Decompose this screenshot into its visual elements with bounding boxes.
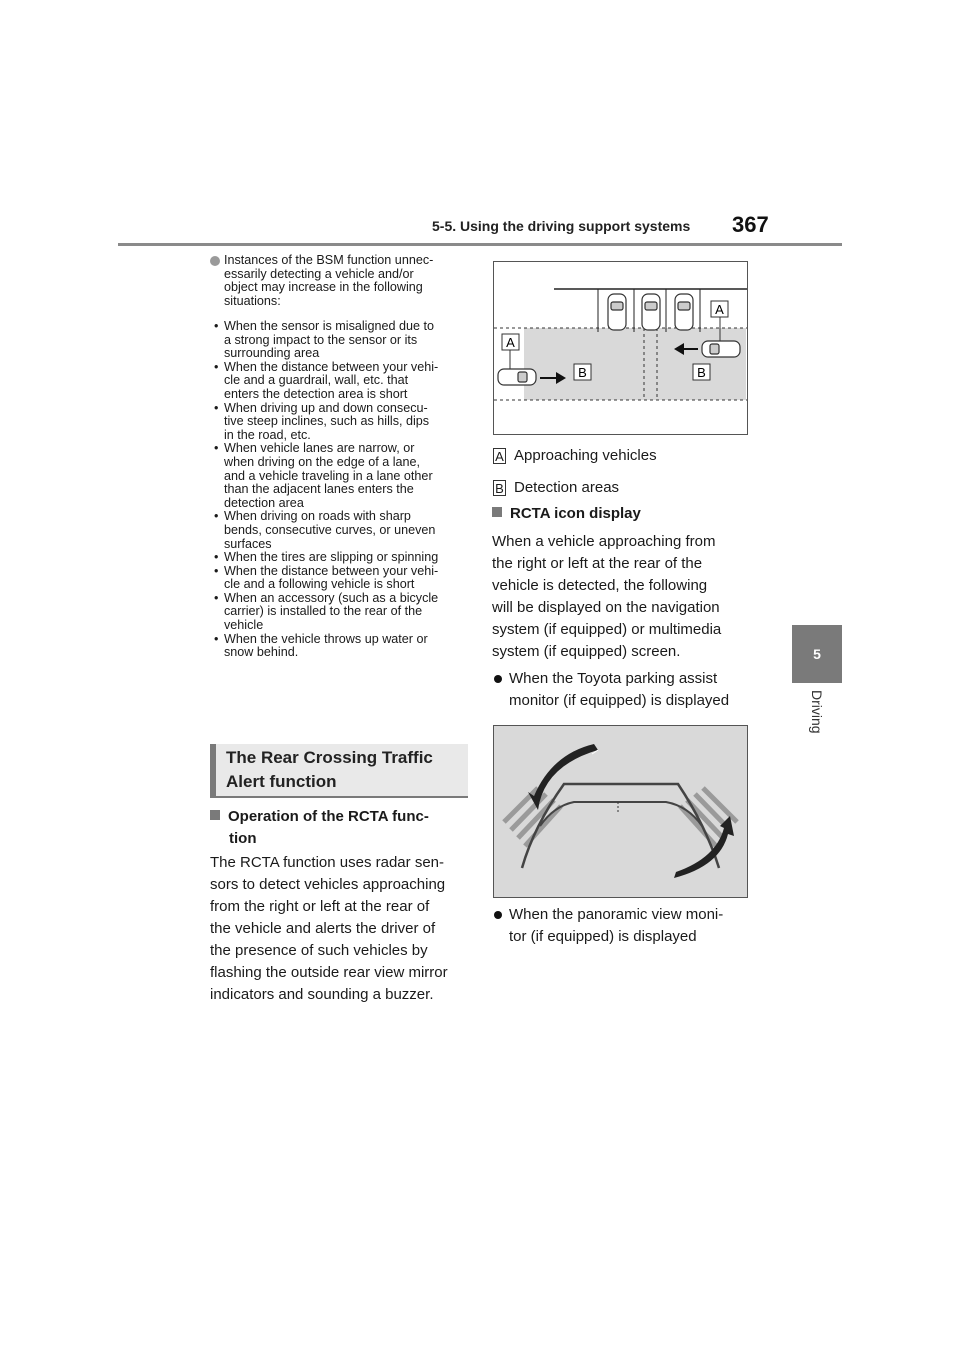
paragraph-line: system (if equipped) screen.	[492, 643, 681, 660]
guide-line-inner	[540, 802, 702, 826]
legend-item-a	[493, 446, 657, 466]
bullet-mark-icon: •	[214, 631, 219, 646]
approach-arrow-right-icon	[674, 816, 734, 878]
section-heading-line: The Rear Crossing Traffic	[226, 748, 433, 767]
bullet-dot-icon	[494, 675, 502, 683]
paragraph-line: sors to detect vehicles approaching	[210, 876, 446, 893]
legend-text: Approaching vehicles	[514, 447, 657, 464]
lead-note	[210, 254, 470, 308]
situation-list	[214, 320, 470, 660]
approaching-car-icon	[702, 341, 740, 357]
situation-line: enters the detection area is short	[224, 386, 408, 401]
approach-arrow-left-icon	[528, 744, 598, 810]
detection-area-illustration	[494, 262, 747, 434]
square-bullet-icon	[492, 507, 502, 517]
chapter-tab[interactable]	[792, 625, 842, 683]
rcta-display-figure	[493, 725, 748, 898]
rcta-heading-text: RCTA icon display	[510, 505, 641, 522]
lead-line: situations:	[224, 293, 281, 308]
bullet-dot-icon	[494, 911, 502, 919]
paragraph-line: indicators and sounding a buzzer.	[210, 986, 434, 1003]
bullet-line: monitor (if equipped) is displayed	[509, 692, 730, 709]
operation-heading	[210, 806, 470, 850]
situation-line: when driving on the edge of a lane,	[224, 454, 421, 469]
situation-line: cle and a guardrail, wall, etc. that	[224, 373, 409, 388]
lead-line: essarily detecting a vehicle and/or	[224, 266, 414, 281]
legend-key: B	[493, 480, 506, 496]
paragraph-line: flashing the outside rear view mirror	[210, 964, 448, 981]
rcta-icon-heading	[492, 505, 641, 522]
detection-area-figure	[493, 261, 748, 435]
bullet-line: tor (if equipped) is displayed	[509, 928, 697, 945]
section-heading-box	[210, 744, 468, 798]
paragraph-line: the vehicle and alerts the driver of	[210, 920, 436, 937]
chapter-label-container	[800, 690, 834, 750]
situation-list-item	[214, 565, 470, 592]
situation-line: snow behind.	[224, 645, 299, 660]
situation-line: When the distance between your vehi-	[224, 563, 439, 578]
paragraph-line: When a vehicle approaching from	[492, 533, 716, 550]
legend-key: A	[493, 448, 506, 464]
parked-car-icon	[642, 294, 660, 330]
chapter-number: 5	[813, 646, 821, 662]
bullet-mark-icon: •	[214, 359, 219, 374]
paragraph-line: system (if equipped) or multimedia	[492, 621, 722, 638]
bullet-mark-icon: •	[214, 550, 219, 565]
bullet-mark-icon: •	[214, 319, 219, 333]
rcta-paragraph	[492, 531, 752, 663]
header-divider	[118, 243, 842, 246]
situation-list-item	[214, 633, 470, 660]
operation-paragraph	[210, 852, 472, 1006]
bullet-line: When the Toyota parking assist	[509, 670, 718, 687]
situation-line: cle and a following vehicle is short	[224, 577, 415, 592]
situation-line: surfaces	[224, 536, 272, 551]
situation-line: detection area	[224, 495, 304, 510]
situation-list-item	[214, 442, 470, 510]
detection-area-shape	[524, 328, 746, 400]
page-number: 367	[732, 212, 769, 237]
label-b: B	[697, 365, 706, 380]
paragraph-line: will be displayed on the navigation	[492, 599, 720, 616]
section-title: 5-5. Using the driving support systems	[432, 218, 691, 234]
parking-assist-bullet	[492, 668, 754, 712]
approaching-car-icon	[498, 369, 536, 385]
situation-line: When driving on roads with sharp	[224, 509, 411, 524]
situation-line: When an accessory (such as a bicycle	[224, 590, 439, 605]
operation-heading-line: Operation of the RCTA func-	[228, 808, 429, 825]
operation-heading-line: tion	[229, 830, 257, 847]
section-heading-line: Alert function	[226, 772, 337, 791]
lead-line: object may increase in the following	[224, 280, 423, 295]
label-b: B	[578, 365, 587, 380]
situation-line: When driving up and down consecu-	[224, 400, 428, 415]
lead-line: Instances of the BSM function unnec-	[224, 253, 434, 267]
paragraph-line: from the right or left at the rear of	[210, 898, 430, 915]
situation-list-item	[214, 320, 470, 361]
situation-line: When vehicle lanes are narrow, or	[224, 441, 415, 456]
situation-list-item	[214, 510, 470, 551]
paragraph-line: vehicle is detected, the following	[492, 577, 708, 594]
paragraph-line: The RCTA function uses radar sen-	[210, 854, 444, 871]
situation-line: surrounding area	[224, 346, 320, 361]
situation-list-item	[214, 402, 470, 443]
panoramic-view-bullet	[492, 904, 754, 948]
label-a: A	[715, 302, 724, 317]
rcta-display-illustration	[494, 726, 747, 897]
situation-line: a strong impact to the sensor or its	[224, 332, 418, 347]
bullet-mark-icon: •	[214, 400, 219, 415]
situation-line: bends, consecutive curves, or uneven	[224, 522, 436, 537]
situation-line: When the distance between your vehi-	[224, 359, 439, 374]
situation-line: tive steep inclines, such as hills, dips	[224, 414, 430, 429]
bullet-dot-icon	[210, 256, 220, 266]
situation-line: vehicle	[224, 618, 264, 633]
bullet-mark-icon: •	[214, 563, 219, 578]
situation-list-item	[214, 361, 470, 402]
situation-line: carrier) is installed to the rear of the	[224, 604, 423, 619]
situation-line: and a vehicle traveling in a lane other	[224, 468, 433, 483]
guide-line-outer	[522, 784, 719, 868]
bullet-mark-icon: •	[214, 590, 219, 605]
situation-list-item	[214, 592, 470, 633]
legend-item-b	[493, 478, 619, 498]
situation-list-item	[214, 551, 470, 565]
situation-line: When the sensor is misaligned due to	[224, 319, 435, 333]
situation-line: When the vehicle throws up water or	[224, 631, 428, 646]
situation-line: When the tires are slipping or spinning	[224, 550, 439, 565]
situation-line: in the road, etc.	[224, 427, 311, 442]
legend-text: Detection areas	[514, 479, 620, 496]
paragraph-line: the presence of such vehicles by	[210, 942, 428, 959]
parked-car-icon	[675, 294, 693, 330]
paragraph-line: the right or left at the rear of the	[492, 555, 703, 572]
label-a: A	[506, 335, 515, 350]
situation-line: than the adjacent lanes enters the	[224, 482, 414, 497]
square-bullet-icon	[210, 810, 220, 820]
chapter-label: Driving	[809, 690, 825, 734]
bullet-mark-icon: •	[214, 509, 219, 524]
parked-car-icon	[608, 294, 626, 330]
bullet-line: When the panoramic view moni-	[509, 906, 724, 923]
bullet-mark-icon: •	[214, 441, 219, 456]
